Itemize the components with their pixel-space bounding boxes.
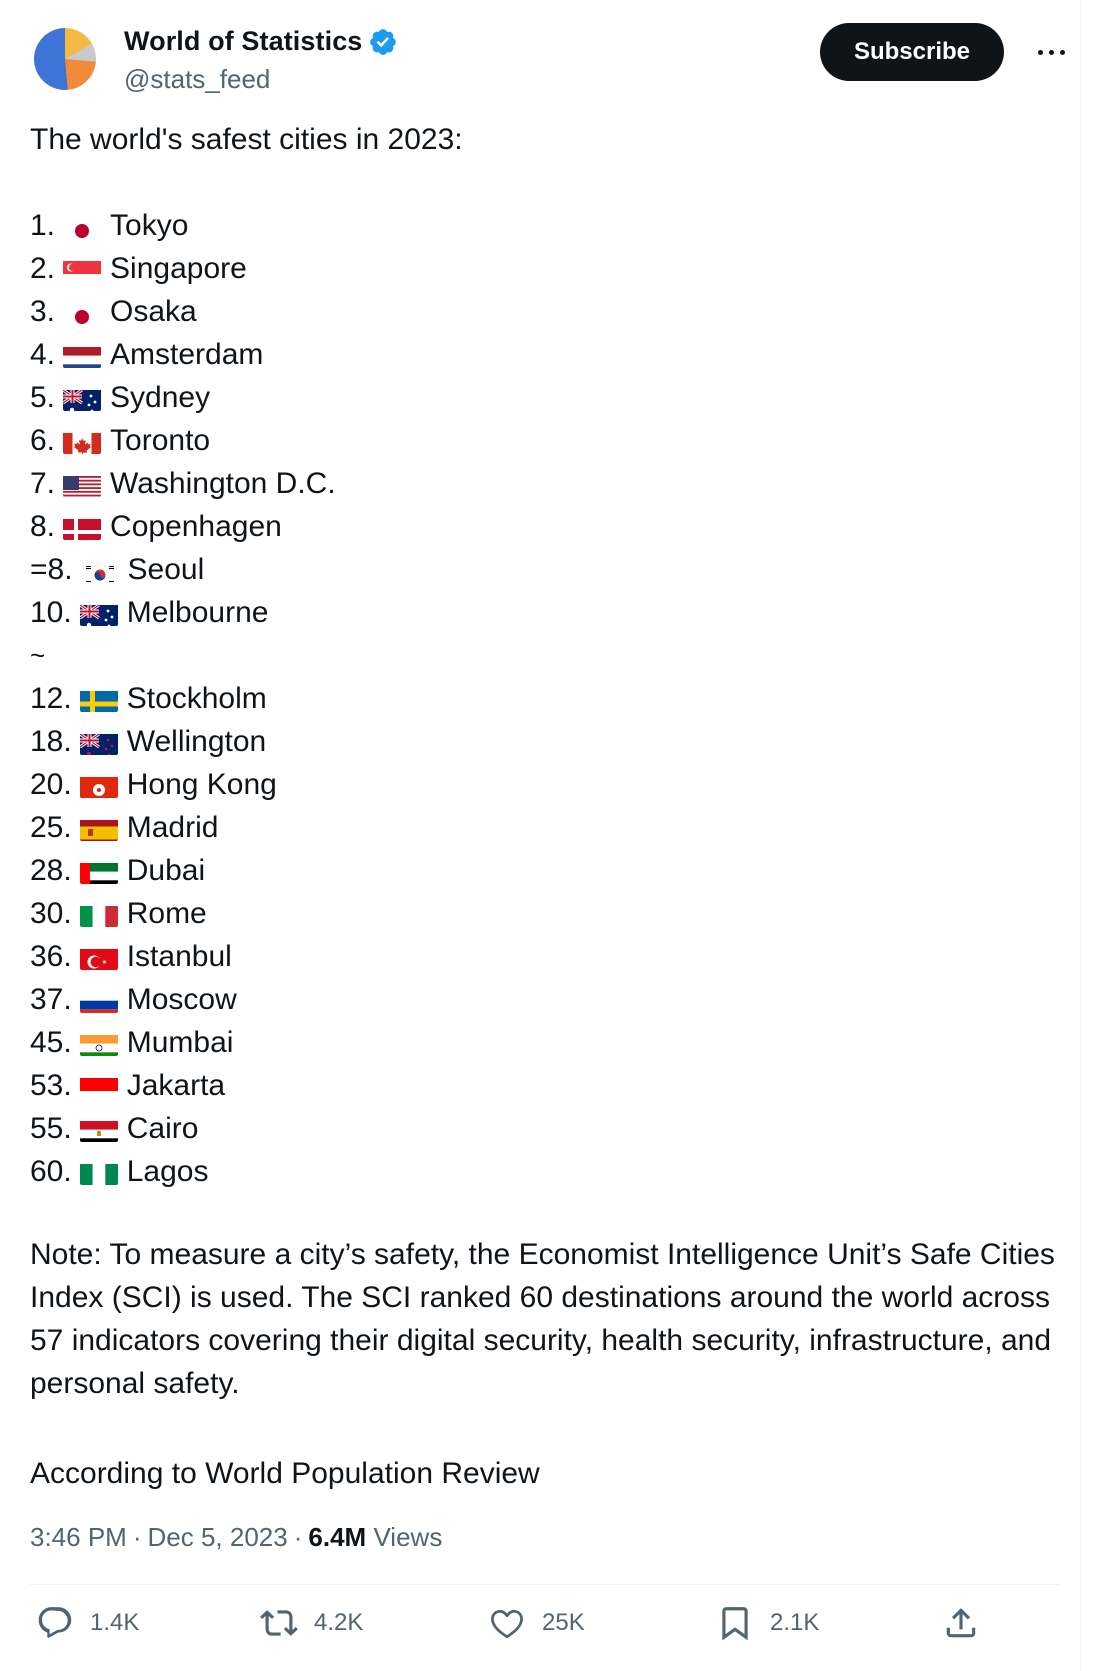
city-name: Singapore: [110, 252, 247, 285]
list-item: [30, 1107, 463, 1150]
city-name: Seoul: [127, 553, 205, 586]
tweet-intro: The world's safest cities in 2023:: [30, 123, 463, 156]
list-item: [30, 935, 463, 978]
views-count: 6.4M: [308, 1522, 367, 1552]
list-item: [30, 806, 463, 849]
list-separator: ~: [30, 640, 46, 670]
list-item: [30, 978, 463, 1021]
city-name: Jakarta: [126, 1069, 226, 1102]
flag-ng-icon: [80, 1159, 118, 1185]
list-item: [30, 763, 463, 806]
city-rank: 36.: [30, 940, 72, 973]
city-rank: 18.: [30, 725, 72, 758]
city-name: Lagos: [126, 1155, 209, 1188]
city-rank: 60.: [30, 1155, 72, 1188]
repost-button[interactable]: [260, 1604, 363, 1642]
share-icon: [942, 1604, 980, 1642]
city-name: Osaka: [110, 295, 197, 328]
city-rank: 2.: [30, 252, 56, 285]
flag-se-icon: [80, 686, 118, 712]
city-rank: 53.: [30, 1069, 72, 1102]
like-count: 25K: [542, 1609, 585, 1636]
reply-button[interactable]: [36, 1604, 139, 1642]
city-rank: 5.: [30, 381, 56, 414]
list-item: [30, 247, 463, 290]
list-item: [30, 376, 463, 419]
avatar[interactable]: [34, 28, 96, 90]
city-rank: 25.: [30, 811, 72, 844]
more-options-icon[interactable]: [1036, 46, 1068, 60]
city-name: Toronto: [110, 424, 211, 457]
city-rank: 45.: [30, 1026, 72, 1059]
list-item: [30, 677, 463, 720]
city-rank: 37.: [30, 983, 72, 1016]
flag-nz-icon: [80, 729, 118, 755]
meta-separator: ·: [293, 1522, 303, 1552]
city-name: Tokyo: [110, 209, 189, 242]
list-item: [30, 720, 463, 763]
author-name-row[interactable]: [124, 26, 398, 57]
views-label: Views: [373, 1522, 443, 1552]
flag-kr-icon: [81, 557, 119, 583]
flag-us-icon: [63, 471, 101, 497]
city-rank: 10.: [30, 596, 72, 629]
list-item: [30, 505, 463, 548]
bookmark-count: 2.1K: [770, 1609, 820, 1636]
flag-au-icon: [80, 600, 118, 626]
city-name: Hong Kong: [126, 768, 277, 801]
city-rank: 20.: [30, 768, 72, 801]
city-name: Stockholm: [126, 682, 267, 715]
list-item: [30, 548, 463, 591]
city-name: Mumbai: [126, 1026, 234, 1059]
tweet-header: [32, 26, 1052, 96]
reply-icon: [36, 1604, 74, 1642]
list-item: [30, 591, 463, 634]
list-item: [30, 204, 463, 247]
city-list-bottom: [30, 677, 463, 1193]
list-item: [30, 1150, 463, 1193]
repost-count: 4.2K: [314, 1609, 364, 1636]
bookmark-icon: [716, 1604, 754, 1642]
city-name: Moscow: [126, 983, 237, 1016]
city-rank: 8.: [30, 510, 56, 543]
list-item: [30, 419, 463, 462]
reply-count: 1.4K: [90, 1609, 140, 1636]
list-item: [30, 892, 463, 935]
list-item: [30, 1064, 463, 1107]
city-name: Cairo: [126, 1112, 199, 1145]
flag-es-icon: [80, 815, 118, 841]
city-name: Dubai: [126, 854, 206, 887]
bookmark-button[interactable]: [716, 1604, 819, 1642]
flag-it-icon: [80, 901, 118, 927]
tweet-note: Note: To measure a city’s safety, the Economist Intelligence Unit’s Safe Cities Index (SCI) is used. The SCI ranked 60 destinations around the world across 57 indicators covering their digital security, health security, infrastructure, and personal safety.: [30, 1238, 1055, 1400]
flag-jp-icon: [63, 213, 101, 239]
flag-hk-icon: [80, 772, 118, 798]
author-display-name[interactable]: World of Statistics: [124, 26, 363, 56]
flag-ca-icon: [63, 428, 101, 454]
author-handle[interactable]: @stats_feed: [124, 64, 271, 94]
tweet-meta: [30, 1522, 442, 1553]
flag-tr-icon: [80, 944, 118, 970]
like-button[interactable]: [488, 1604, 585, 1642]
action-bar: [36, 1604, 1066, 1664]
list-item: [30, 849, 463, 892]
city-rank: 4.: [30, 338, 56, 371]
divider: [30, 1584, 1060, 1585]
verified-badge-icon: [368, 27, 398, 57]
flag-dk-icon: [63, 514, 101, 540]
city-name: Wellington: [126, 725, 267, 758]
flag-jp-icon: [63, 299, 101, 325]
city-rank: 7.: [30, 467, 56, 500]
repost-icon: [260, 1604, 298, 1642]
list-item: [30, 333, 463, 376]
city-rank: 6.: [30, 424, 56, 457]
subscribe-button[interactable]: Subscribe: [820, 23, 1004, 81]
flag-id-icon: [80, 1073, 118, 1099]
city-name: Sydney: [110, 381, 211, 414]
city-name: Madrid: [126, 811, 219, 844]
flag-in-icon: [80, 1030, 118, 1056]
city-rank: 30.: [30, 897, 72, 930]
list-item: [30, 290, 463, 333]
share-button[interactable]: [942, 1604, 980, 1642]
tweet-date[interactable]: Dec 5, 2023: [147, 1522, 288, 1552]
city-rank: 12.: [30, 682, 72, 715]
flag-eg-icon: [80, 1116, 118, 1142]
flag-ae-icon: [80, 858, 118, 884]
tweet-time[interactable]: 3:46 PM: [30, 1522, 127, 1552]
flag-ru-icon: [80, 987, 118, 1013]
heart-icon: [488, 1604, 526, 1642]
tweet-body: [30, 118, 463, 1193]
city-name: Amsterdam: [110, 338, 264, 371]
city-rank: 28.: [30, 854, 72, 887]
city-name: Istanbul: [126, 940, 232, 973]
list-item: [30, 462, 463, 505]
tweet-source: According to World Population Review: [30, 1457, 540, 1490]
flag-nl-icon: [63, 342, 101, 368]
city-rank: 3.: [30, 295, 56, 328]
city-rank: 55.: [30, 1112, 72, 1145]
city-name: Washington D.C.: [110, 467, 336, 500]
city-name: Rome: [126, 897, 207, 930]
city-name: Melbourne: [126, 596, 269, 629]
city-rank: =8.: [30, 553, 73, 586]
city-list-top: [30, 204, 463, 634]
city-name: Copenhagen: [110, 510, 282, 543]
meta-separator: ·: [132, 1522, 142, 1552]
flag-sg-icon: [63, 256, 101, 282]
flag-au-icon: [63, 385, 101, 411]
list-item: [30, 1021, 463, 1064]
city-rank: 1.: [30, 209, 56, 242]
